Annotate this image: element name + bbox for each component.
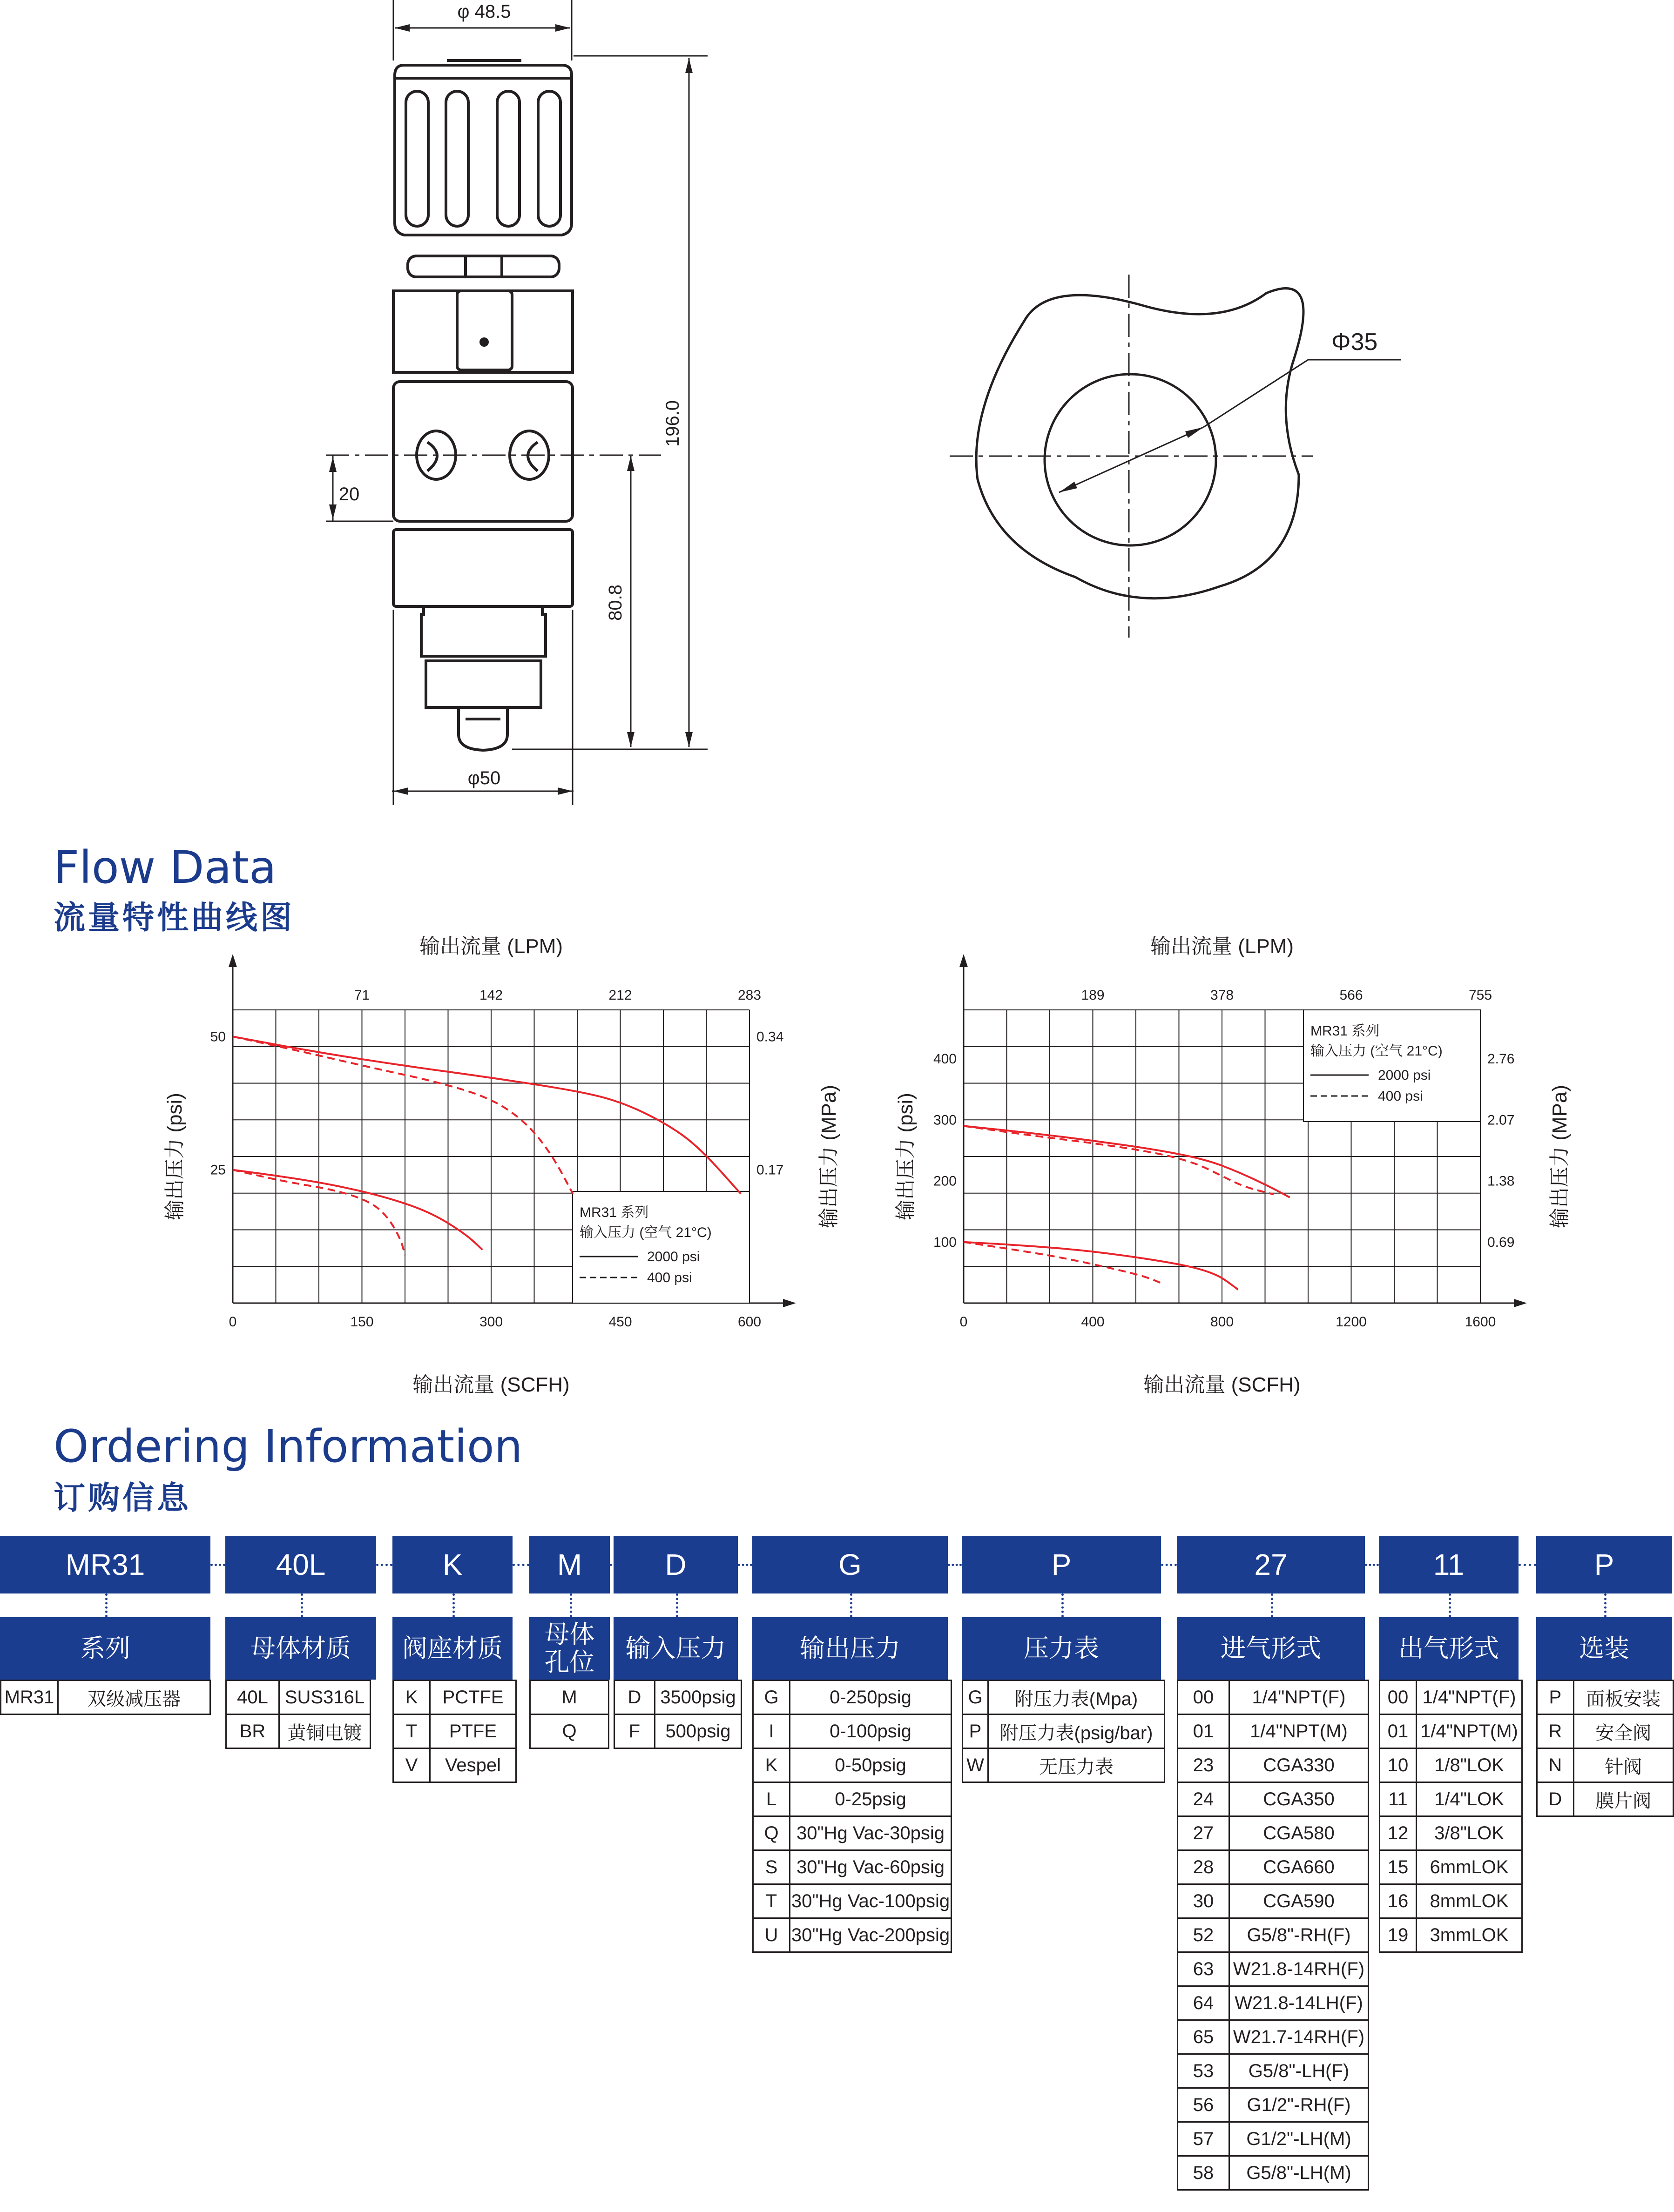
series-line-solid-0 [233,1036,741,1194]
code-segment-7: 27 [1177,1536,1365,1593]
table-row [1380,1850,1522,1884]
y-tick-label: 400 [933,1051,957,1067]
connector-dots [1061,1593,1064,1617]
x-tick-label: 1600 [1465,1314,1496,1330]
table-row [393,1714,516,1748]
option-description: 0-250psig [790,1681,952,1714]
table-row [614,1714,742,1748]
legend-title: MR31 系列 [1310,1023,1380,1039]
top-axis-label: 输出流量 (LPM) [419,935,563,958]
table-row [1178,2054,1369,2088]
option-description: 安全阀 [1573,1714,1673,1748]
option-description: 附压力表(Mpa) [988,1681,1165,1714]
flow-chart-left [140,926,866,1405]
option-description: 膜片阀 [1573,1782,1673,1816]
option-code: T [753,1884,790,1918]
ordering-title: Ordering Information [54,1420,523,1472]
table-row [753,1816,952,1850]
option-description: 1/8"LOK [1417,1748,1522,1782]
table-row [1178,1986,1369,2020]
table-row [963,1714,1165,1748]
table-row [1178,1816,1369,1850]
code-segment-9: P [1536,1536,1672,1593]
option-code: 16 [1380,1884,1417,1918]
table-row [753,1782,952,1816]
legend-solid-label: 2000 psi [1378,1068,1431,1083]
option-description: 0-50psig [790,1748,952,1782]
legend-dashed-label: 400 psi [647,1270,692,1285]
option-code: 52 [1178,1918,1229,1952]
option-code: N [1537,1748,1574,1782]
option-description: 面板安装 [1573,1681,1673,1714]
option-table-0 [0,1680,211,1715]
dim-top-label: φ 48.5 [457,1,511,22]
option-code: 24 [1178,1782,1229,1816]
option-description: Vespel [430,1748,516,1782]
option-code: 12 [1380,1816,1417,1850]
option-code: K [393,1681,430,1714]
top-tick-label: 189 [1081,988,1105,1003]
table-row [226,1681,371,1714]
option-code: R [1537,1714,1574,1748]
option-code: L [753,1782,790,1816]
option-header-2: 阀座材质 [392,1617,513,1680]
option-code: 23 [1178,1748,1229,1782]
table-row [1178,1681,1369,1714]
table-row [1178,2020,1369,2054]
flow-data-title-zh: 流量特性曲线图 [54,900,295,935]
code-separator [1161,1564,1177,1566]
option-description: 500psig [655,1714,742,1748]
option-description: 30"Hg Vac-200psig [790,1918,952,1952]
code-separator [210,1564,225,1566]
code-segment-4: D [614,1536,738,1593]
x-tick-label: 1200 [1336,1314,1367,1330]
option-description: 1/4"NPT(M) [1229,1714,1369,1748]
top-tick-label: 566 [1339,988,1363,1003]
y-axis-arrow [229,954,237,967]
table-row [1178,1918,1369,1952]
table-row [393,1748,516,1782]
option-description: 1/4"LOK [1417,1782,1522,1816]
option-code: 56 [1178,2088,1229,2122]
option-description: 8mmLOK [1417,1884,1522,1918]
option-description: CGA580 [1229,1816,1369,1850]
right-tick-label: 2.76 [1487,1051,1515,1067]
option-code: 00 [1178,1681,1229,1714]
option-code: Q [530,1714,609,1748]
option-code: 11 [1380,1782,1417,1816]
option-header-3: 母体 孔位 [529,1617,610,1680]
table-row [1537,1782,1674,1816]
x-tick-label: 400 [1081,1314,1105,1330]
option-description: 附压力表(psig/bar) [988,1714,1165,1748]
legend-subtitle: 输入压力 (空气 21°C) [1310,1043,1443,1059]
option-description: 30"Hg Vac-60psig [790,1850,952,1884]
dim-hole-label: Φ35 [1331,329,1378,356]
x-tick-label: 300 [479,1314,503,1330]
option-description: G5/8"-LH(F) [1229,2054,1369,2088]
option-code: K [753,1748,790,1782]
y-axis-arrow [959,954,968,967]
option-description: 30"Hg Vac-30psig [790,1816,952,1850]
option-description: 6mmLOK [1417,1850,1522,1884]
top-tick-label: 283 [737,988,762,1003]
table-row [1380,1748,1522,1782]
option-description: G5/8"-LH(M) [1229,2156,1369,2190]
option-description: 3mmLOK [1417,1918,1522,1952]
option-description: 无压力表 [988,1748,1165,1782]
option-description: CGA350 [1229,1782,1369,1816]
option-header-7: 进气形式 [1177,1617,1365,1680]
option-description: W21.8-14LH(F) [1229,1986,1369,2020]
table-row [1178,2088,1369,2122]
x-tick-label: 600 [737,1314,762,1330]
right-tick-label: 0.17 [756,1162,784,1178]
x-tick-label: 150 [350,1314,374,1330]
table-row [1380,1816,1522,1850]
option-code: 40L [226,1681,279,1714]
option-code: F [614,1714,655,1748]
y-tick-label: 50 [210,1029,226,1045]
option-code: I [753,1714,790,1748]
table-row [753,1748,952,1782]
table-row [753,1850,952,1884]
table-row [1380,1714,1522,1748]
table-row [1380,1681,1522,1714]
y-tick-label: 300 [933,1112,957,1128]
option-code: 65 [1178,2020,1229,2054]
table-row [393,1681,516,1714]
option-code: 64 [1178,1986,1229,2020]
code-segment-2: K [392,1536,513,1593]
code-segment-8: 11 [1379,1536,1519,1593]
option-table-2 [392,1680,517,1783]
table-row [753,1714,952,1748]
option-code: 10 [1380,1748,1417,1782]
top-axis-label: 输出流量 (LPM) [1150,935,1294,958]
code-separator [610,1564,614,1566]
option-code: U [753,1918,790,1952]
table-row [963,1748,1165,1782]
flow-chart-right [871,926,1597,1405]
option-table-4 [614,1680,742,1749]
option-description: CGA590 [1229,1884,1369,1918]
option-description: 0-100psig [790,1714,952,1748]
option-description: 3/8"LOK [1417,1816,1522,1850]
code-segment-1: 40L [225,1536,376,1593]
regulator-side-drawing [0,0,745,819]
code-separator [376,1564,392,1566]
option-description: G1/2"-RH(F) [1229,2088,1369,2122]
right-axis-label: 输出压力 (MPa) [1548,1085,1571,1228]
code-segment-0: MR31 [0,1536,210,1593]
option-description: 3500psig [655,1681,742,1714]
table-row [753,1918,952,1952]
table-row [1,1681,210,1714]
table-row [753,1681,952,1714]
series-line-solid-2 [233,1170,483,1250]
option-code: MR31 [1,1681,58,1714]
option-description: CGA660 [1229,1850,1369,1884]
top-tick-label: 142 [479,988,503,1003]
option-description: 黄铜电镀 [279,1714,371,1748]
connector-dots [452,1593,455,1617]
table-row [530,1714,609,1748]
option-description: PCTFE [430,1681,516,1714]
option-code: S [753,1850,790,1884]
code-separator [513,1564,529,1566]
legend-solid-label: 2000 psi [647,1249,700,1264]
option-table-3 [529,1680,609,1749]
x-axis-arrow [783,1299,796,1307]
option-code: G [963,1681,988,1714]
code-segment-3: M [529,1536,610,1593]
option-code: 30 [1178,1884,1229,1918]
table-row [226,1714,371,1748]
y-axis-label: 输出压力 (psi) [894,1093,917,1220]
connector-dots [850,1593,852,1617]
option-description: PTFE [430,1714,516,1748]
y-tick-label: 25 [210,1162,226,1178]
dim-bottom-label: φ50 [467,768,501,788]
x-tick-label: 0 [229,1314,237,1330]
connector-dots [570,1593,572,1617]
right-tick-label: 0.34 [756,1029,784,1045]
table-row [1537,1681,1674,1714]
option-description: 1/4"NPT(F) [1417,1681,1522,1714]
top-tick-label: 378 [1210,988,1234,1003]
top-tick-label: 212 [608,988,632,1003]
option-table-9 [1536,1680,1674,1817]
option-description: 双级减压器 [58,1681,210,1714]
option-code: 53 [1178,2054,1229,2088]
option-code: G [753,1681,790,1714]
option-code: T [393,1714,430,1748]
table-row [1178,2122,1369,2156]
table-row [1178,1850,1369,1884]
mounting-hole-drawing [940,261,1378,647]
code-segment-5: G [752,1536,948,1593]
flow-data-title: Flow Data [54,841,277,894]
option-code: V [393,1748,430,1782]
dim-spacing-label: 20 [338,484,360,504]
option-code: 57 [1178,2122,1229,2156]
option-code: M [530,1681,609,1714]
table-row [1380,1884,1522,1918]
table-row [1380,1918,1522,1952]
table-row [1178,1952,1369,1986]
option-header-5: 输出压力 [752,1617,948,1680]
option-description: 1/4"NPT(F) [1229,1681,1369,1714]
connector-dots [1449,1593,1451,1617]
option-header-8: 出气形式 [1379,1617,1519,1680]
dim-total-label: 196.0 [662,400,683,447]
option-code: 27 [1178,1816,1229,1850]
option-table-6 [962,1680,1165,1783]
option-header-9: 选装 [1536,1617,1672,1680]
legend-title: MR31 系列 [580,1205,649,1220]
code-separator [948,1564,962,1566]
x-axis-label: 输出流量 (SCFH) [412,1373,570,1396]
x-axis-label: 输出流量 (SCFH) [1143,1373,1301,1396]
option-code: D [1537,1782,1574,1816]
option-code: D [614,1681,655,1714]
option-description: W21.7-14RH(F) [1229,2020,1369,2054]
option-code: 00 [1380,1681,1417,1714]
option-code: P [1537,1681,1574,1714]
option-code: Q [753,1816,790,1850]
table-row [614,1681,742,1714]
y-tick-label: 100 [933,1234,957,1250]
series-line-dashed-1 [964,1126,1274,1194]
option-description: CGA330 [1229,1748,1369,1782]
option-description: 针阀 [1573,1748,1673,1782]
right-tick-label: 2.07 [1487,1112,1515,1128]
table-row [1178,1782,1369,1816]
option-description: 0-25psig [790,1782,952,1816]
option-code: 19 [1380,1918,1417,1952]
option-description: SUS316L [279,1681,371,1714]
top-tick-label: 755 [1468,988,1492,1003]
connector-dots [105,1593,108,1617]
connector-dots [301,1593,303,1617]
option-header-6: 压力表 [962,1617,1161,1680]
y-axis-label: 输出压力 (psi) [163,1093,186,1220]
option-code: 01 [1380,1714,1417,1748]
option-description: W21.8-14RH(F) [1229,1952,1369,1986]
option-code: P [963,1714,988,1748]
legend-subtitle: 输入压力 (空气 21°C) [580,1225,712,1240]
connector-dots [676,1593,678,1617]
code-separator [1519,1564,1536,1566]
dim-port-label: 80.8 [605,585,626,621]
option-table-5 [752,1680,952,1953]
y-tick-label: 200 [933,1173,957,1189]
code-separator [1365,1564,1379,1566]
x-tick-label: 0 [959,1314,968,1330]
table-row [1537,1748,1674,1782]
connector-dots [1271,1593,1273,1617]
ordering-title-zh: 订购信息 [54,1480,192,1516]
table-row [1537,1714,1674,1748]
option-header-1: 母体材质 [225,1617,376,1680]
table-row [530,1681,609,1714]
option-code: 01 [1178,1714,1229,1748]
table-row [1178,1714,1369,1748]
x-tick-label: 450 [608,1314,632,1330]
x-tick-label: 800 [1210,1314,1234,1330]
table-row [753,1884,952,1918]
option-table-7 [1177,1680,1369,2191]
option-code: 28 [1178,1850,1229,1884]
series-line-solid-0 [964,1126,1290,1197]
option-table-1 [225,1680,371,1749]
option-header-0: 系列 [0,1617,210,1680]
table-row [1178,1748,1369,1782]
series-line-dashed-1 [233,1036,573,1194]
option-description: 1/4"NPT(M) [1417,1714,1522,1748]
legend-dashed-label: 400 psi [1378,1089,1423,1104]
code-separator [738,1564,752,1566]
right-tick-label: 1.38 [1487,1173,1515,1189]
x-axis-arrow [1514,1299,1527,1307]
option-description: G1/2"-LH(M) [1229,2122,1369,2156]
table-row [1178,1884,1369,1918]
option-code: 63 [1178,1952,1229,1986]
option-code: BR [226,1714,279,1748]
top-tick-label: 71 [354,988,370,1003]
code-segment-6: P [962,1536,1161,1593]
table-row [1380,1782,1522,1816]
option-table-8 [1379,1680,1523,1953]
table-row [963,1681,1165,1714]
option-code: 15 [1380,1850,1417,1884]
option-code: 58 [1178,2156,1229,2190]
option-code: W [963,1748,988,1782]
connector-dots [1604,1593,1606,1617]
option-description: 30"Hg Vac-100psig [790,1884,952,1918]
right-tick-label: 0.69 [1487,1234,1515,1250]
right-axis-label: 输出压力 (MPa) [817,1085,840,1228]
option-header-4: 输入压力 [614,1617,738,1680]
option-description: G5/8"-RH(F) [1229,1918,1369,1952]
table-row [1178,2156,1369,2190]
